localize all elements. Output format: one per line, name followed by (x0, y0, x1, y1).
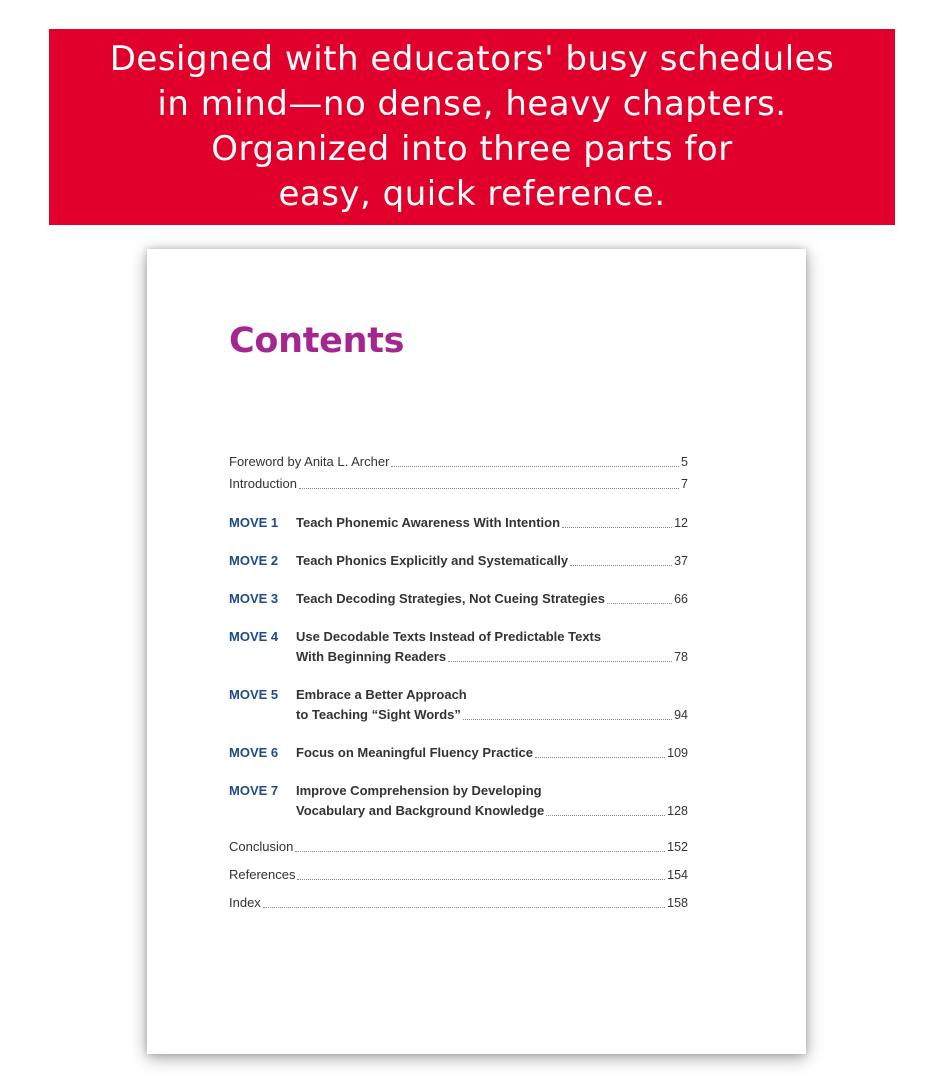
toc-page-number: 152 (667, 840, 688, 854)
toc-entry-label: Index (229, 895, 261, 910)
table-of-contents (229, 452, 688, 921)
banner-line: Designed with educators' busy schedules (109, 39, 835, 79)
dot-leader (546, 815, 665, 816)
dot-leader (295, 851, 665, 852)
move-label: MOVE 2 (229, 553, 279, 568)
move-label: MOVE 5 (229, 687, 279, 702)
dot-leader (463, 719, 672, 720)
contents-page (147, 249, 806, 1054)
dot-leader (263, 907, 665, 908)
toc-entry-move-4 (229, 627, 688, 667)
toc-page-number: 154 (667, 868, 688, 882)
toc-entry-label: Conclusion (229, 839, 294, 854)
toc-entry-label: Foreword by Anita L. Archer (229, 454, 390, 469)
toc-entry-references (229, 865, 688, 893)
dot-leader (535, 757, 665, 758)
toc-entry-move-7 (229, 781, 688, 821)
banner-line: in mind—no dense, heavy chapters. (157, 84, 787, 124)
toc-entry-index (229, 893, 688, 921)
dot-leader (562, 527, 672, 528)
banner-line: Organized into three parts for (211, 129, 733, 169)
toc-entry-move-5 (229, 685, 688, 725)
move-label: MOVE 7 (229, 783, 279, 798)
toc-entry-title-continued: Vocabulary and Background Knowledge (296, 803, 545, 818)
toc-entry-title: Focus on Meaningful Fluency Practice (296, 745, 533, 760)
toc-entry-move-6 (229, 743, 688, 763)
toc-page-number: 94 (674, 708, 688, 722)
toc-page-number: 12 (674, 516, 688, 530)
contents-title: Contents (229, 321, 405, 361)
toc-page-number: 5 (681, 455, 688, 469)
dot-leader (299, 488, 679, 489)
toc-entry-move-2 (229, 551, 688, 571)
dot-leader (391, 466, 679, 467)
dot-leader (297, 879, 665, 880)
move-label: MOVE 3 (229, 591, 279, 606)
toc-entry-conclusion (229, 837, 688, 865)
toc-entry-foreword (229, 452, 688, 474)
toc-entry-title: Teach Decoding Strategies, Not Cueing Strategies (296, 591, 605, 606)
toc-entry-title-continued: With Beginning Readers (296, 649, 447, 664)
dot-leader (570, 565, 672, 566)
toc-entry-title: Teach Phonemic Awareness With Intention (296, 515, 561, 530)
toc-entry-title-continued: to Teaching “Sight Words” (296, 707, 461, 722)
banner-line: easy, quick reference. (278, 174, 666, 214)
toc-entry-label: References (229, 867, 296, 882)
move-label: MOVE 6 (229, 745, 279, 760)
toc-page-number: 78 (674, 650, 688, 664)
toc-page-number: 37 (674, 554, 688, 568)
toc-entry-title: Teach Phonics Explicitly and Systematically (296, 553, 569, 568)
toc-page-number: 128 (667, 804, 688, 818)
promo-banner (49, 29, 895, 225)
toc-page-number: 158 (667, 896, 688, 910)
toc-entry-label: Introduction (229, 476, 297, 491)
toc-entry-move-3 (229, 589, 688, 609)
toc-page-number: 109 (667, 746, 688, 760)
move-label: MOVE 4 (229, 629, 279, 644)
dot-leader (448, 661, 672, 662)
toc-entry-move-1 (229, 513, 688, 533)
toc-page-number: 7 (681, 477, 688, 491)
toc-page-number: 66 (674, 592, 688, 606)
toc-entry-title: Improve Comprehension by Developing (296, 783, 542, 798)
toc-entry-title: Embrace a Better Approach (296, 687, 467, 702)
toc-entry-introduction (229, 474, 688, 496)
dot-leader (607, 603, 672, 604)
toc-entry-title: Use Decodable Texts Instead of Predictable Texts (296, 629, 602, 644)
move-label: MOVE 1 (229, 515, 279, 530)
